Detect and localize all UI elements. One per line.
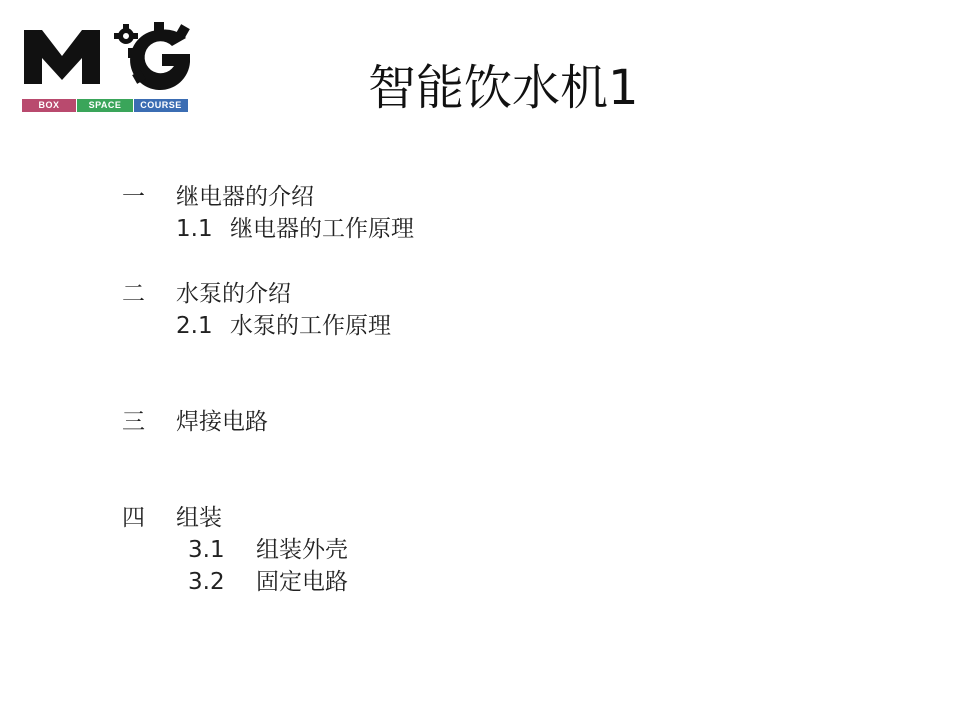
section-3-title: 焊接电路 bbox=[176, 409, 268, 435]
section-4-number: 四 bbox=[122, 505, 145, 531]
section-3-number: 三 bbox=[122, 409, 145, 435]
subitem-label: 水泵的工作原理 bbox=[230, 313, 391, 339]
subitem-label: 继电器的工作原理 bbox=[230, 216, 414, 242]
slide-title: 智能饮水机1 bbox=[368, 60, 639, 116]
subitem-2-1 bbox=[176, 311, 391, 341]
section-1-number: 一 bbox=[122, 184, 145, 210]
subitem-3-1 bbox=[188, 535, 348, 565]
section-4-title: 组装 bbox=[176, 505, 222, 531]
subitem-3-2 bbox=[188, 567, 348, 597]
subitem-number: 2.1 bbox=[176, 313, 213, 339]
subitem-number: 3.2 bbox=[188, 569, 225, 595]
logo-tag-course: COURSE bbox=[134, 99, 188, 112]
section-2-title: 水泵的介绍 bbox=[176, 281, 291, 307]
subitem-number: 3.1 bbox=[188, 537, 225, 563]
section-2-number: 二 bbox=[122, 281, 145, 307]
section-1-title: 继电器的介绍 bbox=[176, 184, 314, 210]
subitem-1-1 bbox=[176, 214, 414, 244]
logo-tag-space: SPACE bbox=[77, 99, 133, 112]
subitem-label: 组装外壳 bbox=[256, 537, 348, 563]
logo-tag-box: BOX bbox=[22, 99, 76, 112]
subitem-label: 固定电路 bbox=[256, 569, 348, 595]
subitem-number: 1.1 bbox=[176, 216, 213, 242]
